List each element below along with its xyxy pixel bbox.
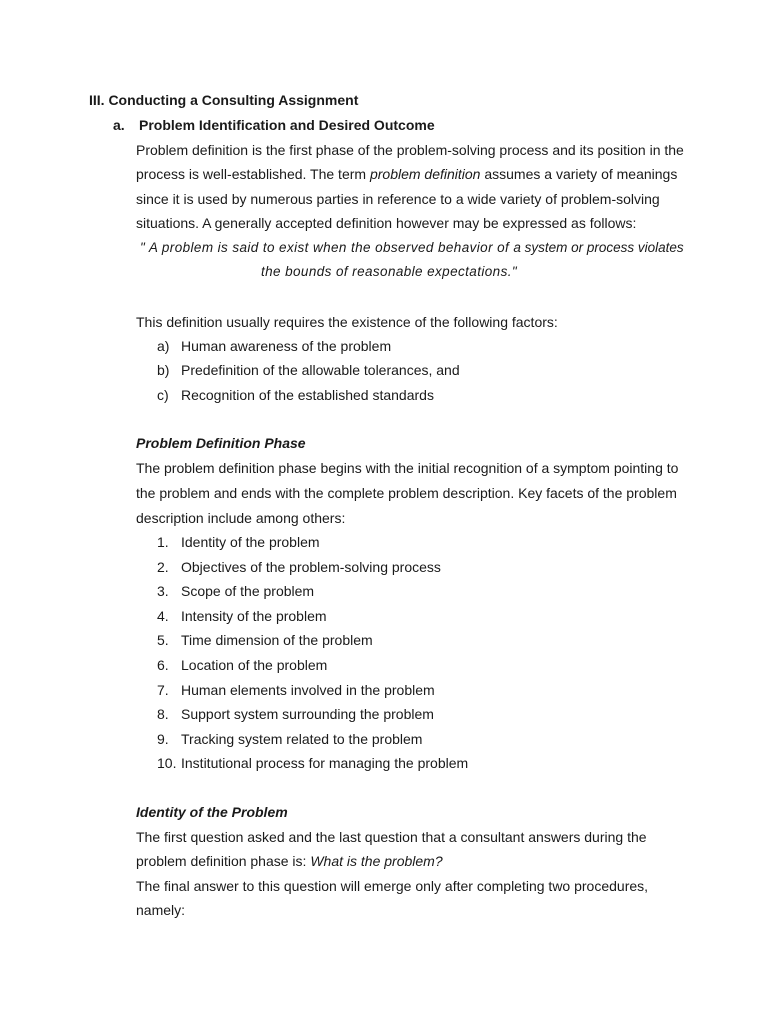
list-text: Human awareness of the problem — [181, 338, 392, 354]
identity-line-2-text: problem definition phase is: — [136, 853, 311, 869]
list-marker: 9. — [157, 731, 169, 747]
list-text: Predefinition of the allowable tolerances, and — [181, 362, 460, 378]
list-marker: 2. — [157, 559, 169, 575]
list-text: Human elements involved in the problem — [181, 682, 435, 698]
list-marker: 10. — [157, 755, 177, 771]
section-heading: III. Conducting a Consulting Assignment — [89, 92, 359, 108]
list-text: Scope of the problem — [181, 583, 315, 599]
list-text: Objectives of the problem-solving process — [181, 559, 441, 575]
intro-line-2 — [136, 165, 677, 183]
list-marker: 3. — [157, 583, 169, 599]
list-marker: 4. — [157, 608, 169, 624]
list-item — [157, 558, 441, 576]
list-item — [157, 705, 434, 723]
list-item — [157, 386, 434, 404]
list-text: Location of the problem — [181, 657, 328, 673]
phase-line-2: the problem and ends with the complete problem description. Key facets of the problem — [136, 485, 677, 501]
list-text: Identity of the problem — [181, 534, 320, 550]
list-item — [157, 681, 435, 699]
list-marker: 8. — [157, 706, 169, 722]
list-marker: 6. — [157, 657, 169, 673]
list-item — [157, 533, 320, 551]
list-text: Recognition of the established standards — [181, 387, 434, 403]
subheading-marker: a. — [113, 117, 125, 133]
intro-line-2-text: process is well-established. The term — [136, 166, 370, 182]
intro-line-3: since it is used by numerous parties in reference to a wide variety of problem-solving — [136, 191, 660, 207]
intro-term-emphasis: problem definition — [369, 166, 481, 182]
list-item — [157, 361, 460, 379]
phase-line-3: description include among others: — [136, 510, 346, 526]
identity-line-3: The final answer to this question will emerge only after completing two procedures, — [136, 878, 649, 894]
list-item — [157, 582, 314, 600]
subheading — [113, 116, 435, 134]
list-text: Support system surrounding the problem — [181, 706, 434, 722]
phase-line-1: The problem definition phase begins with the initial recognition of a symptom pointing to — [136, 460, 679, 476]
intro-line-2-tail: assumes a variety of meanings — [480, 166, 678, 182]
list-text: Time dimension of the problem — [181, 632, 373, 648]
factors-intro: This definition usually requires the existence of the following factors: — [136, 314, 558, 330]
list-text: Tracking system related to the problem — [181, 731, 423, 747]
list-marker: 1. — [157, 534, 169, 550]
definition-quote-line-1 — [140, 239, 684, 257]
list-marker: 7. — [157, 682, 169, 698]
definition-quote-line-2: the bounds of reasonable expectations." — [261, 264, 518, 279]
quote-text-b: a system or process violates — [513, 240, 684, 255]
list-marker: a) — [157, 338, 170, 354]
list-item — [157, 631, 373, 649]
list-item — [157, 607, 327, 625]
intro-line-4: situations. A generally accepted definition however may be expressed as follows: — [136, 215, 637, 231]
list-marker: c) — [157, 387, 169, 403]
quote-text-a: " A problem is said to exist when the observed behavior of — [140, 240, 514, 255]
identity-question-emphasis: What is the problem? — [310, 853, 443, 869]
identity-line-1: The first question asked and the last question that a consultant answers during the — [136, 829, 647, 845]
phase-heading: Problem Definition Phase — [136, 435, 306, 451]
list-text: Institutional process for managing the problem — [181, 755, 469, 771]
list-marker: b) — [157, 362, 170, 378]
identity-line-2 — [136, 852, 443, 870]
identity-heading: Identity of the Problem — [136, 804, 288, 820]
identity-line-4: namely: — [136, 902, 186, 918]
list-item — [157, 337, 391, 355]
list-item — [157, 754, 468, 772]
list-text: Intensity of the problem — [181, 608, 327, 624]
list-item — [157, 730, 422, 748]
intro-line-1: Problem definition is the first phase of the problem-solving process and its position in the — [136, 142, 684, 158]
list-marker: 5. — [157, 632, 169, 648]
list-item — [157, 656, 327, 674]
subheading-text: Problem Identification and Desired Outcome — [139, 117, 435, 133]
